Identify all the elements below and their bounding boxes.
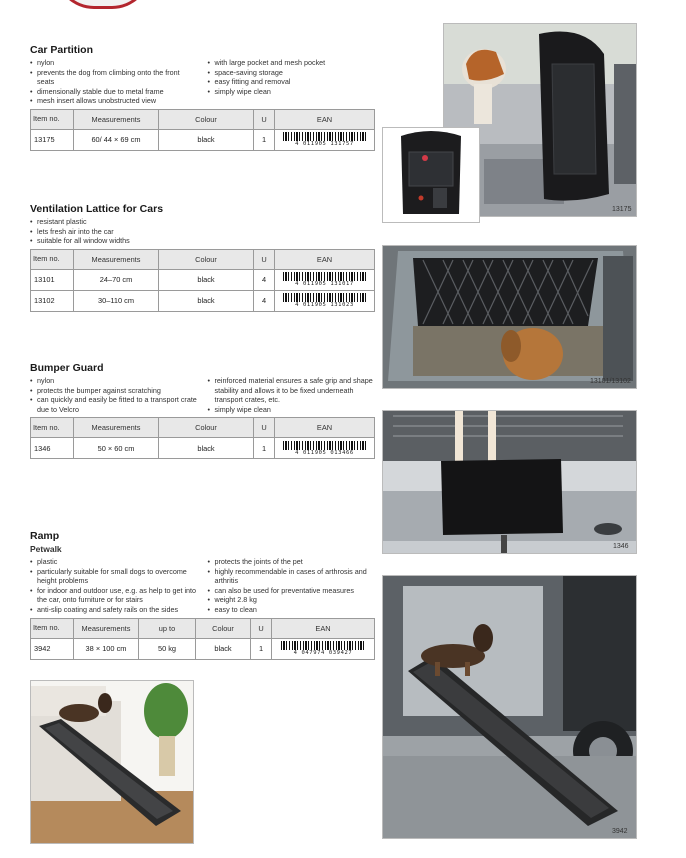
section-ventilation-lattice [30, 203, 375, 312]
cell-colour: black [159, 290, 254, 311]
cell-measurements: 60/ 44 × 69 cm [74, 129, 159, 150]
feature-list [30, 376, 375, 414]
header-measurements: Measurements [74, 109, 159, 129]
cell-u: 1 [254, 438, 275, 459]
cell-up-to: 50 kg [139, 638, 196, 659]
list-item: • anti-slip coating and safety rails on the sides [30, 605, 198, 615]
cell-ean [275, 269, 375, 290]
cell-colour: black [159, 129, 254, 150]
header-item-no: Item no. [31, 618, 74, 638]
brand-logo [55, 0, 151, 9]
header-colour: Colour [196, 618, 251, 638]
header-colour: Colour [159, 249, 254, 269]
feature-list [30, 557, 375, 615]
header-item-no: Item no. [31, 249, 74, 269]
feature-list [30, 217, 375, 246]
section-title: Bumper Guard [30, 362, 104, 374]
section-title: Ventilation Lattice for Cars [30, 203, 164, 215]
cell-colour: black [159, 438, 254, 459]
list-item: • dimensionally stable due to metal frame [30, 87, 198, 97]
cell-ean [275, 438, 375, 459]
section-subtitle: Petwalk [30, 544, 62, 554]
list-item: • prevents the dog from climbing onto the front seats [30, 68, 198, 87]
header-item-no: Item no. [31, 418, 74, 438]
barcode-icon [283, 272, 367, 281]
table-row [31, 129, 375, 150]
list-item: • with large pocket and mesh pocket [208, 58, 376, 68]
header-ean: EAN [275, 418, 375, 438]
cell-measurements: 24–70 cm [74, 269, 159, 290]
section-ramp [30, 530, 375, 660]
list-item: • for indoor and outdoor use, e.g. as help to get into the car, onto furniture or for stairs [30, 586, 198, 605]
cell-measurements: 38 × 100 cm [74, 638, 139, 659]
header-colour: Colour [159, 418, 254, 438]
list-item: • weight 2.8 kg [208, 595, 376, 605]
list-item: • mesh insert allows unobstructed view [30, 96, 198, 106]
bumper-guard-photo [382, 410, 637, 554]
header-u: U [254, 109, 275, 129]
list-item: • can also be used for preventative measures [208, 586, 376, 596]
cell-ean [272, 638, 375, 659]
ean-number: 4 011905 131023 [295, 302, 354, 309]
header-measurements: Measurements [74, 418, 159, 438]
table-row [31, 290, 375, 311]
ean-number: 4 011905 131757 [295, 141, 354, 148]
cell-item-no: 3942 [31, 638, 74, 659]
section-title: Car Partition [30, 44, 94, 56]
list-item: • particularly suitable for small dogs to overcome height problems [30, 567, 198, 586]
header-up-to: up to [139, 618, 196, 638]
photo-caption: 3942 [612, 828, 628, 835]
header-colour: Colour [159, 109, 254, 129]
list-item: • plastic [30, 557, 198, 567]
spec-table [30, 249, 375, 312]
list-item: • simply wipe clean [208, 405, 376, 415]
car-partition-inset-photo [382, 127, 480, 223]
ramp-car-photo [382, 575, 637, 839]
list-item: • simply wipe clean [208, 87, 376, 97]
spec-table [30, 618, 375, 660]
cell-u: 4 [254, 269, 275, 290]
header-measurements: Measurements [74, 618, 139, 638]
section-bumper-guard [30, 362, 375, 459]
list-item: • space-saving storage [208, 68, 376, 78]
list-item: • protects the bumper against scratching [30, 386, 198, 396]
cell-u: 4 [254, 290, 275, 311]
list-item: • resistant plastic [30, 217, 330, 227]
ean-number: 4 011905 131017 [295, 281, 354, 288]
list-item: • easy to clean [208, 605, 376, 615]
section-title: Ramp [30, 530, 60, 542]
header-item-no: Item no. [31, 109, 74, 129]
cell-measurements: 30–110 cm [74, 290, 159, 311]
cell-item-no: 13175 [31, 129, 74, 150]
header-u: U [254, 418, 275, 438]
barcode-icon [283, 293, 367, 302]
ramp-indoor-photo [30, 680, 194, 844]
spec-table [30, 417, 375, 459]
cell-ean [275, 290, 375, 311]
ventilation-lattice-photo [382, 245, 637, 389]
list-item: • highly recommendable in cases of arthrosis and arthritis [208, 567, 376, 586]
table-row [31, 269, 375, 290]
spec-table [30, 109, 375, 151]
cell-ean [275, 129, 375, 150]
list-item: • lets fresh air into the car [30, 227, 330, 237]
list-item: • nylon [30, 58, 198, 68]
cell-measurements: 50 × 60 cm [74, 438, 159, 459]
photo-caption: 13175 [612, 206, 632, 213]
cell-colour: black [159, 269, 254, 290]
cell-u: 1 [254, 129, 275, 150]
ean-number: 4 047974 039427 [293, 650, 353, 657]
header-ean: EAN [272, 618, 375, 638]
list-item: • protects the joints of the pet [208, 557, 376, 567]
header-u: U [254, 249, 275, 269]
photo-caption: 1346 [613, 543, 629, 550]
header-u: U [251, 618, 272, 638]
barcode-icon [283, 132, 367, 141]
list-item: • easy fitting and removal [208, 77, 376, 87]
header-measurements: Measurements [74, 249, 159, 269]
cell-colour: black [196, 638, 251, 659]
barcode-icon [281, 641, 365, 650]
cell-item-no: 1346 [31, 438, 74, 459]
feature-list [30, 58, 375, 106]
list-item: • suitable for all window widths [30, 236, 330, 246]
ean-number: 4 011905 013466 [295, 449, 354, 456]
table-row [31, 438, 375, 459]
table-row [31, 638, 375, 659]
header-ean: EAN [275, 249, 375, 269]
cell-item-no: 13102 [31, 290, 74, 311]
cell-u: 1 [251, 638, 272, 659]
header-ean: EAN [275, 109, 375, 129]
barcode-icon [283, 441, 367, 450]
list-item: • can quickly and easily be fitted to a transport crate due to Velcro [30, 395, 198, 414]
cell-item-no: 13101 [31, 269, 74, 290]
photo-caption: 13101/13102 [590, 378, 631, 385]
section-car-partition [30, 44, 375, 151]
list-item: • nylon [30, 376, 198, 386]
list-item: • reinforced material ensures a safe grip and shape stability and allows it to be fixed underneath transport crates, etc. [208, 376, 376, 405]
